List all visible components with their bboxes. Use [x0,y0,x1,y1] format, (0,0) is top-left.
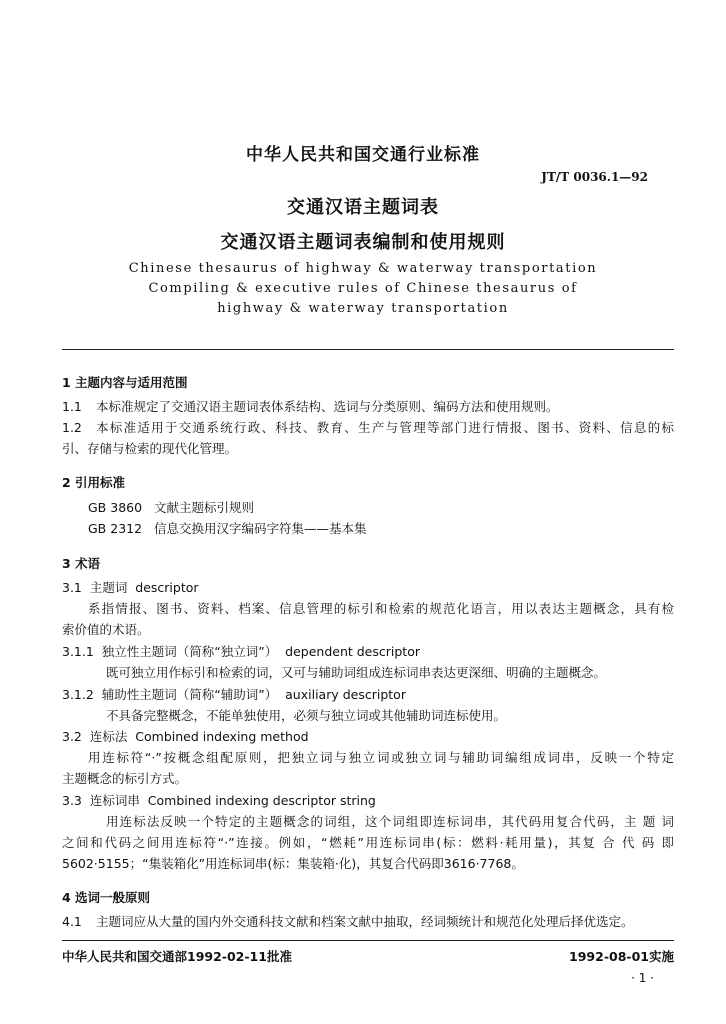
clause-1-1-text: 本标准规定了交通汉语主题词表体系结构、选词与分类原则、编码方法和使用规则。 [96,399,559,414]
footer-divider [62,940,674,941]
clause-4-1-text: 主题词应从大量的国内外交通科技文献和档案文献中抽取，经词频统计和规范化处理后择优选定。 [96,914,634,929]
document-title: 交通汉语主题词表 [287,197,439,218]
english-title-line-2: Compiling & executive rules of Chinese thesaurus of [148,281,578,296]
section-1-heading: 1 主题内容与适用范围 [62,375,188,390]
standard-number: JT/T 0036.1—92 [541,170,648,184]
term-3-3-text-line-3: 5602·5155；“集装箱化”用连标词串(标：集装箱·化)，其复合代码即3616·7768。 [62,856,524,871]
clause-1-2-number: 1.2 [62,420,82,435]
section-3-heading: 3 术语 [62,556,101,571]
term-3-1-text-line-2: 索价值的术语。 [62,622,150,637]
section-4-heading: 4 选词一般原则 [62,890,151,905]
term-3-3-heading: 3.3 连标词串 Combined indexing descriptor string [62,793,376,808]
issuing-authority-title: 中华人民共和国交通行业标准 [246,145,480,165]
term-3-3-text-line-2: 之间和代码之间用连标符“·”连接。例如，“燃耗”用连标词串(标：燃料·耗用量)，其复 合 代 码 即 [62,835,674,850]
term-3-1-2-heading: 3.1.2 辅助性主题词（简称“辅助词”） auxiliary descriptor [62,687,406,702]
english-title-line-1: Chinese thesaurus of highway & waterway transportation [128,261,598,276]
section-2-heading: 2 引用标准 [62,475,126,490]
reference-gb3860: GB 3860 文献主题标引规则 [88,500,254,515]
term-3-1-1-heading: 3.1.1 独立性主题词（简称“独立词”） dependent descriptor [62,644,420,659]
term-3-1-1-text: 既可独立用作标引和检索的词，又可与辅助词组成连标词串表达更深细、明确的主题概念。 [106,665,607,680]
implementation-date: 1992-08-01实施 [569,949,674,964]
clause-1-2-text-line-2: 引、存储与检索的现代化管理。 [62,441,238,456]
term-3-1-2-text: 不具备完整概念，不能单独使用，必须与独立词或其他辅助词连标使用。 [106,708,507,723]
term-3-3-text-line-1: 用连标法反映一个特定的主题概念的词组，这个词组即连标词串，其代码用复合代码，主 题 词 [106,814,674,829]
clause-4-1-number: 4.1 [62,914,82,929]
english-title-line-3: highway & waterway transportation [217,301,509,316]
clause-1-1-number: 1.1 [62,399,82,414]
term-3-1-heading: 3.1 主题词 descriptor [62,580,199,595]
page-number: · 1 · [631,971,654,985]
document-subtitle: 交通汉语主题词表编制和使用规则 [220,232,506,253]
reference-gb2312: GB 2312 信息交换用汉字编码字符集——基本集 [88,521,367,536]
term-3-2-text-line-1: 用连标符“·”按概念组配原则，把独立词与独立词或独立词与辅助词编组成词串，反映一个特定 [88,750,674,765]
clause-1-2-text-line-1: 本标准适用于交通系统行政、科技、教育、生产与管理等部门进行情报、图书、资料、信息的标 [96,420,674,435]
term-3-2-text-line-2: 主题概念的标引方式。 [62,771,188,786]
header-divider [62,349,674,350]
term-3-1-text-line-1: 系指情报、图书、资料、档案、信息管理的标引和检索的规范化语言，用以表达主题概念，具有检 [88,601,674,616]
term-3-2-heading: 3.2 连标法 Combined indexing method [62,729,309,744]
approval-date: 中华人民共和国交通部1992-02-11批准 [62,949,292,964]
